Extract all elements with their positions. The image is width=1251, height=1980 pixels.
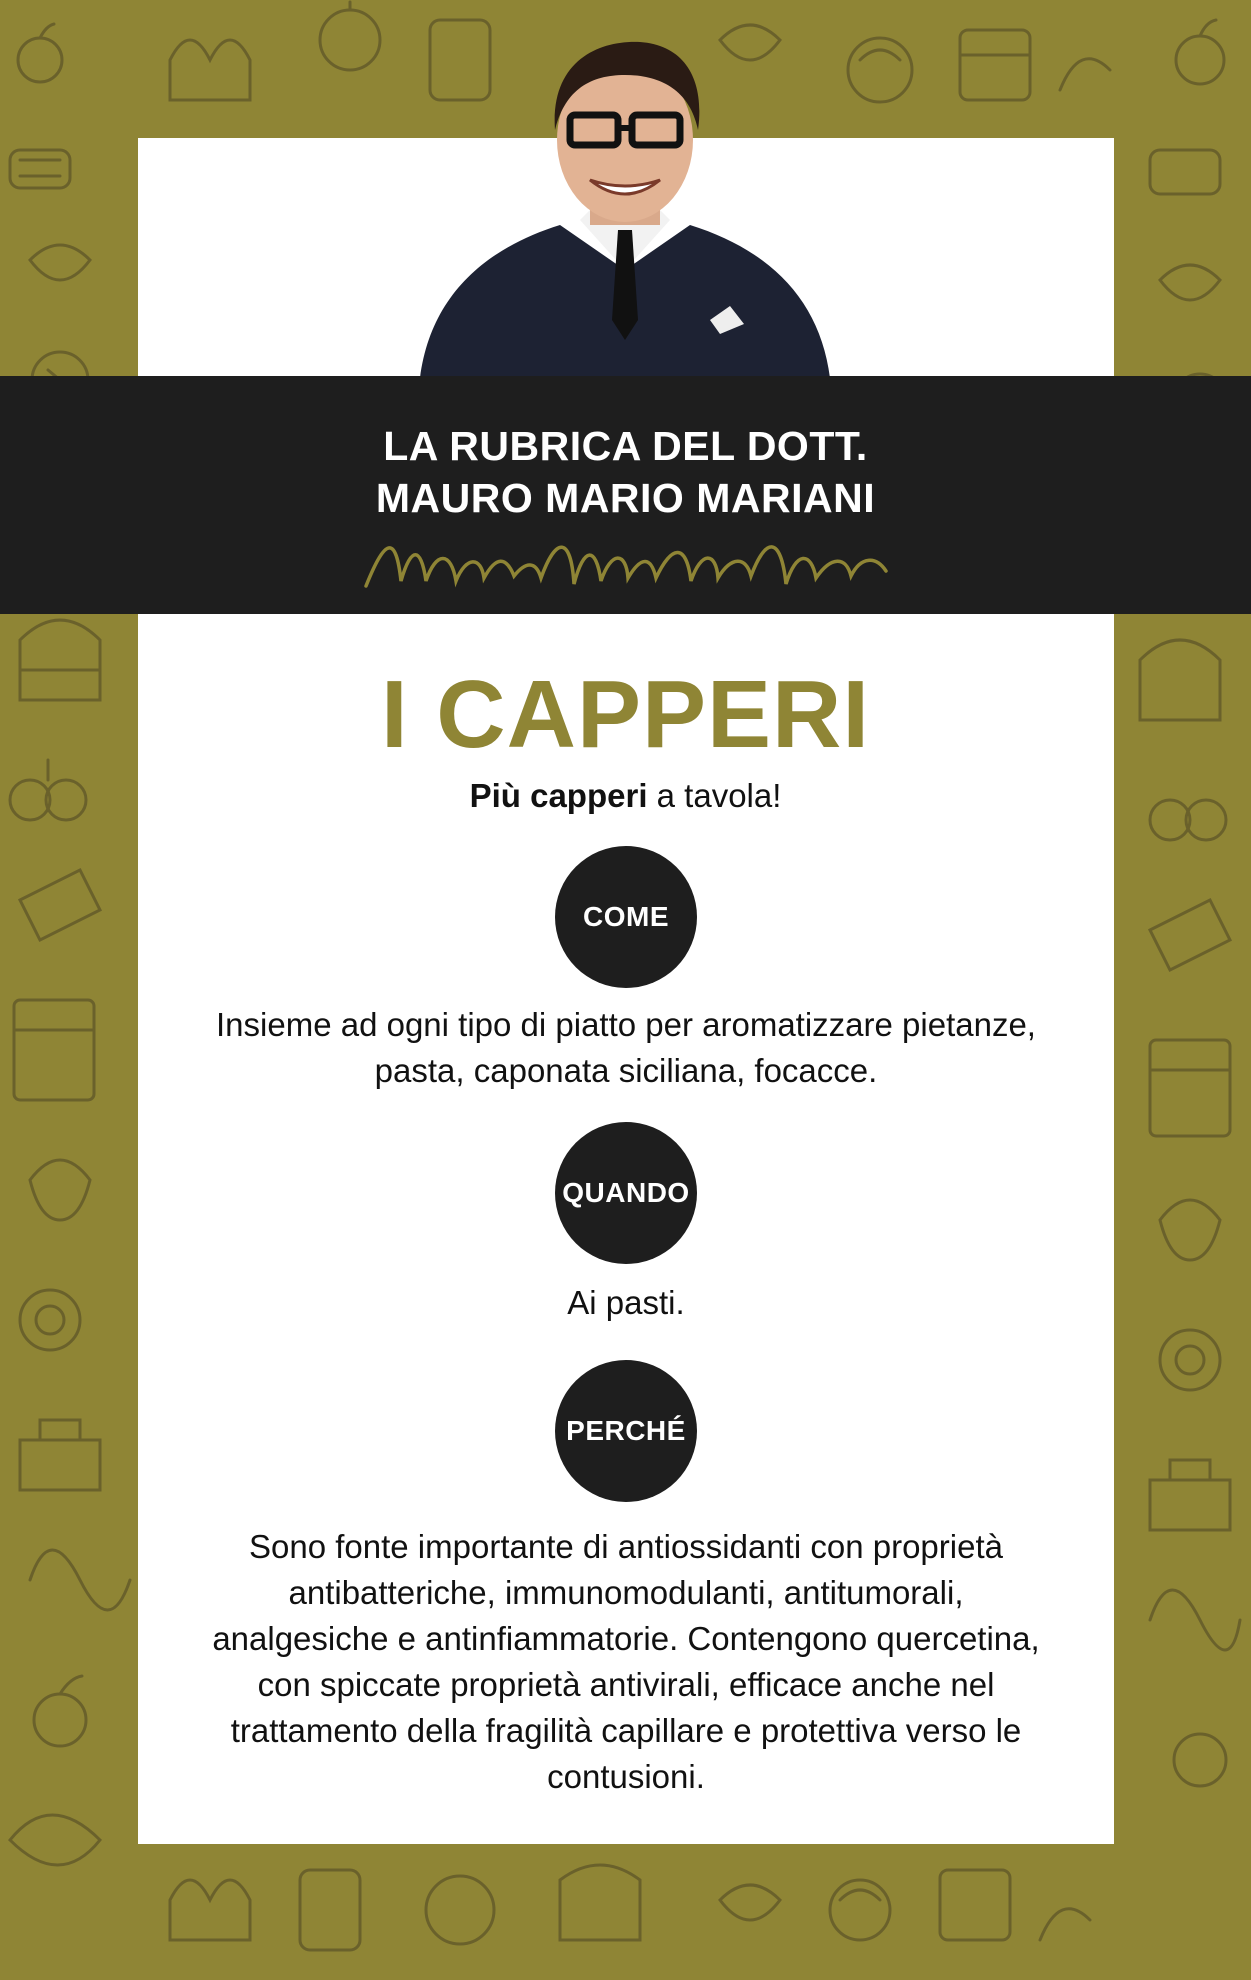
column-banner bbox=[0, 376, 1251, 614]
subtitle-rest: a tavola! bbox=[647, 777, 782, 814]
page-title: I CAPPERI bbox=[380, 661, 871, 768]
badge-come: COME bbox=[555, 846, 697, 988]
badge-quando: QUANDO bbox=[555, 1122, 697, 1264]
subtitle-bold: Più capperi bbox=[469, 777, 648, 814]
section-quando-text: Ai pasti. bbox=[567, 1284, 685, 1321]
banner-line-2: MAURO MARIO MARIANI bbox=[375, 475, 876, 521]
badge-perche: PERCHÉ bbox=[555, 1360, 697, 1502]
banner-line-1: LA RUBRICA DEL DOTT. bbox=[383, 423, 868, 469]
subtitle bbox=[0, 774, 1251, 818]
handwritten-signature bbox=[356, 526, 896, 598]
section-come-text: Insieme ad ogni tipo di piatto per aromatizzare pietanze, pasta, caponata siciliana, focacce. bbox=[216, 1006, 1036, 1089]
doctor-portrait bbox=[410, 20, 840, 378]
section-perche-text: Sono fonte importante di antiossidanti con proprietà antibatteriche, immunomodulanti, antitumorali, analgesiche e antinfiammatorie. Contengono quercetina, con spiccate proprietà antivirali, efficace anche nel trattamento della fragilità capillare e protettiva verso le contusioni. bbox=[212, 1528, 1040, 1795]
